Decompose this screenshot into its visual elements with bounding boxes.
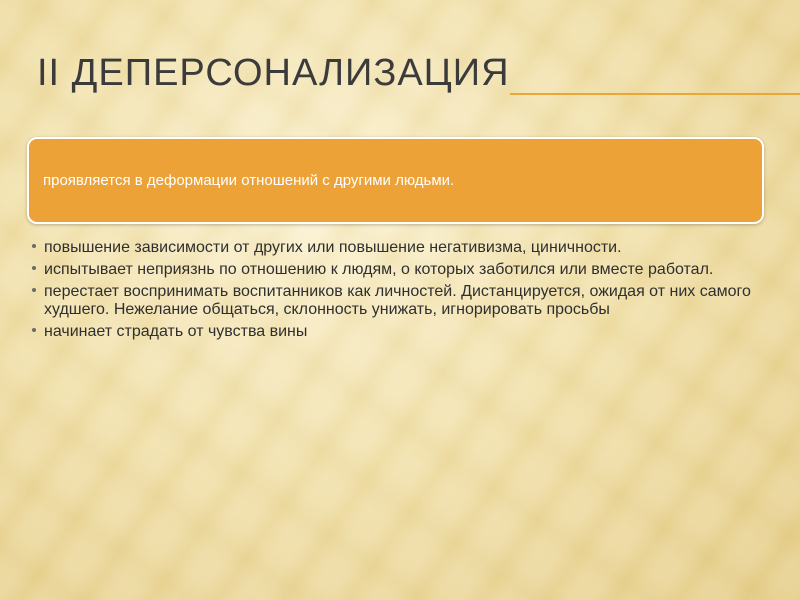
title-underline: [510, 93, 800, 95]
bullet-text: испытывает неприязнь по отношению к людям, о которых заботился или вместе работал.: [44, 261, 714, 278]
bullet-text: перестает воспринимать воспитанников как личностей. Дистанцируется, ожидая от них самого худшего. Нежелание общаться, склонность унижать, игнорировать просьбы: [44, 283, 751, 318]
bullet-item: [30, 323, 775, 341]
bullet-dot-icon: [32, 266, 36, 270]
bullet-dot-icon: [32, 328, 36, 332]
slide-title: II ДЕПЕРСОНАЛИЗАЦИЯ: [37, 52, 510, 94]
bullet-item: [30, 239, 775, 257]
bullet-item: [30, 283, 775, 319]
bullet-dot-icon: [32, 288, 36, 292]
callout-text: проявляется в деформации отношений с другими людьми.: [43, 172, 455, 189]
bullet-text: повышение зависимости от других или повышение негативизма, циничности.: [44, 239, 622, 256]
bullet-dot-icon: [32, 244, 36, 248]
callout-box: [27, 137, 764, 224]
bullet-text: начинает страдать от чувства вины: [44, 323, 308, 340]
bullet-list: [30, 239, 775, 345]
bullet-item: [30, 261, 775, 279]
